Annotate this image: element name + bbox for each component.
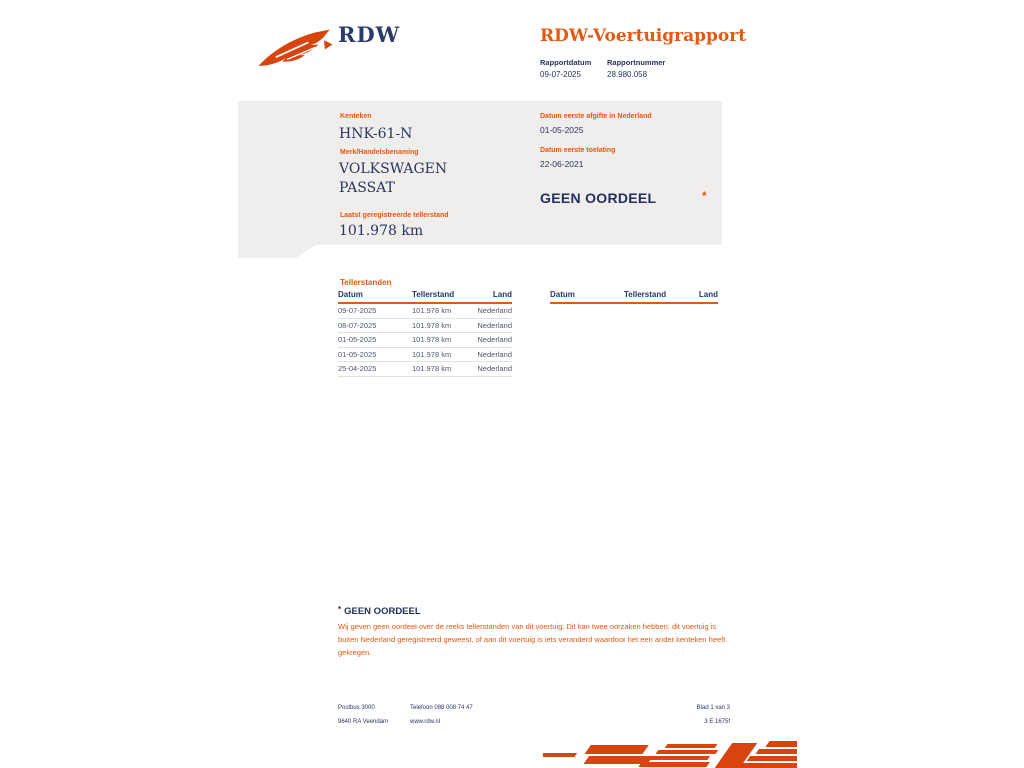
- kenteken-value: HNK-61-N: [339, 126, 413, 142]
- page-title: RDW-Voertuigrapport: [540, 26, 747, 46]
- col-header-land: Land: [492, 290, 512, 299]
- kenteken-label: Kenteken: [340, 113, 372, 120]
- rdw-logo-icon: [256, 26, 334, 70]
- footer-website-link: www.rdw.nl: [410, 719, 441, 725]
- cell-tellerstand: 101.978 km: [412, 320, 452, 330]
- report-number-field: [607, 58, 665, 79]
- col-header-datum: Datum: [338, 290, 363, 299]
- report-number-label: Rapportnummer: [607, 58, 666, 67]
- odometer-table-left: [338, 290, 512, 377]
- cell-tellerstand: 101.978 km: [412, 349, 452, 359]
- cell-datum: 08-07-2025: [338, 320, 377, 330]
- cell-datum: 09-07-2025: [338, 306, 377, 316]
- cell-tellerstand: 101.978 km: [412, 364, 452, 374]
- afgifte-label: Datum eerste afgifte in Nederland: [540, 113, 652, 120]
- footnote-body: Wij geven geen oordeel over de reeks tellerstanden van dit voertuig. Dit kan twee oorzaken hebben: dit voertuig is buiten Nederland geregistreerd geweest, of aan dit voertuig is iets veranderd waardoor het een ander kenteken heeft gekregen.: [338, 622, 726, 657]
- cell-tellerstand: 101.978 km: [412, 335, 452, 345]
- col-header-tellerstand: Tellerstand: [624, 290, 667, 299]
- report-date-label: Rapportdatum: [540, 58, 592, 67]
- footer-phone: Telefoon 088 008 74 47: [410, 705, 473, 711]
- verdict-asterisk: *: [702, 189, 707, 203]
- tellerstand-value: 101.978 km: [339, 223, 424, 239]
- cell-datum: 25-04-2025: [338, 364, 377, 374]
- merk-value-line2: PASSAT: [339, 180, 395, 196]
- toelating-value: 22-06-2021: [540, 159, 584, 169]
- footnote-title-text: GEEN OORDEEL: [344, 606, 421, 617]
- footer-page-info: [600, 701, 730, 729]
- tellerstanden-heading: Tellerstanden: [340, 278, 392, 287]
- cell-land: Nederland: [477, 335, 512, 345]
- cell-datum: 01-05-2025: [338, 349, 377, 359]
- vehicle-summary-card-tab: [238, 245, 316, 258]
- merk-value-line1: VOLKSWAGEN: [339, 161, 448, 177]
- rdw-wordmark: RDW: [338, 22, 401, 47]
- cell-land: Nederland: [477, 364, 512, 374]
- col-header-land: Land: [698, 290, 718, 299]
- verdict-text: GEEN OORDEEL: [540, 190, 657, 206]
- table-row: [338, 319, 512, 334]
- footer-contact: [410, 701, 473, 729]
- report-number-value: 28.980.058: [607, 70, 648, 79]
- cell-land: Nederland: [477, 320, 512, 330]
- toelating-label: Datum eerste toelating: [540, 147, 616, 154]
- cell-land: Nederland: [477, 349, 512, 359]
- footnote-asterisk: *: [338, 605, 342, 614]
- speed-stripes-graphic: [543, 739, 797, 768]
- footer-doc-code: 3 E 1675f: [704, 719, 730, 725]
- report-date-field: [540, 58, 591, 79]
- report-date-value: 09-07-2025: [540, 70, 581, 79]
- table-header-row: [550, 290, 718, 304]
- merk-label: Merk/Handelsbenaming: [340, 149, 419, 156]
- col-header-datum: Datum: [550, 290, 575, 299]
- cell-datum: 01-05-2025: [338, 335, 377, 345]
- table-row: [338, 362, 512, 377]
- table-row: [338, 348, 512, 363]
- cell-land: Nederland: [477, 306, 512, 316]
- footer-address: [338, 701, 388, 729]
- table-row: [338, 333, 512, 348]
- odometer-table-right: [550, 290, 718, 304]
- footer-address-line2: 9640 RA Veendam: [338, 719, 389, 725]
- footer-address-line1: Postbus 3000: [338, 705, 375, 711]
- table-header-row: [338, 290, 512, 304]
- footnote-title: [338, 605, 421, 617]
- vehicle-summary-card: [238, 101, 722, 245]
- footer-page-number: Blad 1 van 3: [696, 705, 730, 711]
- afgifte-value: 01-05-2025: [540, 125, 584, 135]
- cell-tellerstand: 101.978 km: [412, 306, 452, 316]
- tellerstand-label: Laatst geregistreerde tellerstand: [340, 212, 449, 219]
- col-header-tellerstand: Tellerstand: [412, 290, 455, 299]
- table-row: [338, 304, 512, 319]
